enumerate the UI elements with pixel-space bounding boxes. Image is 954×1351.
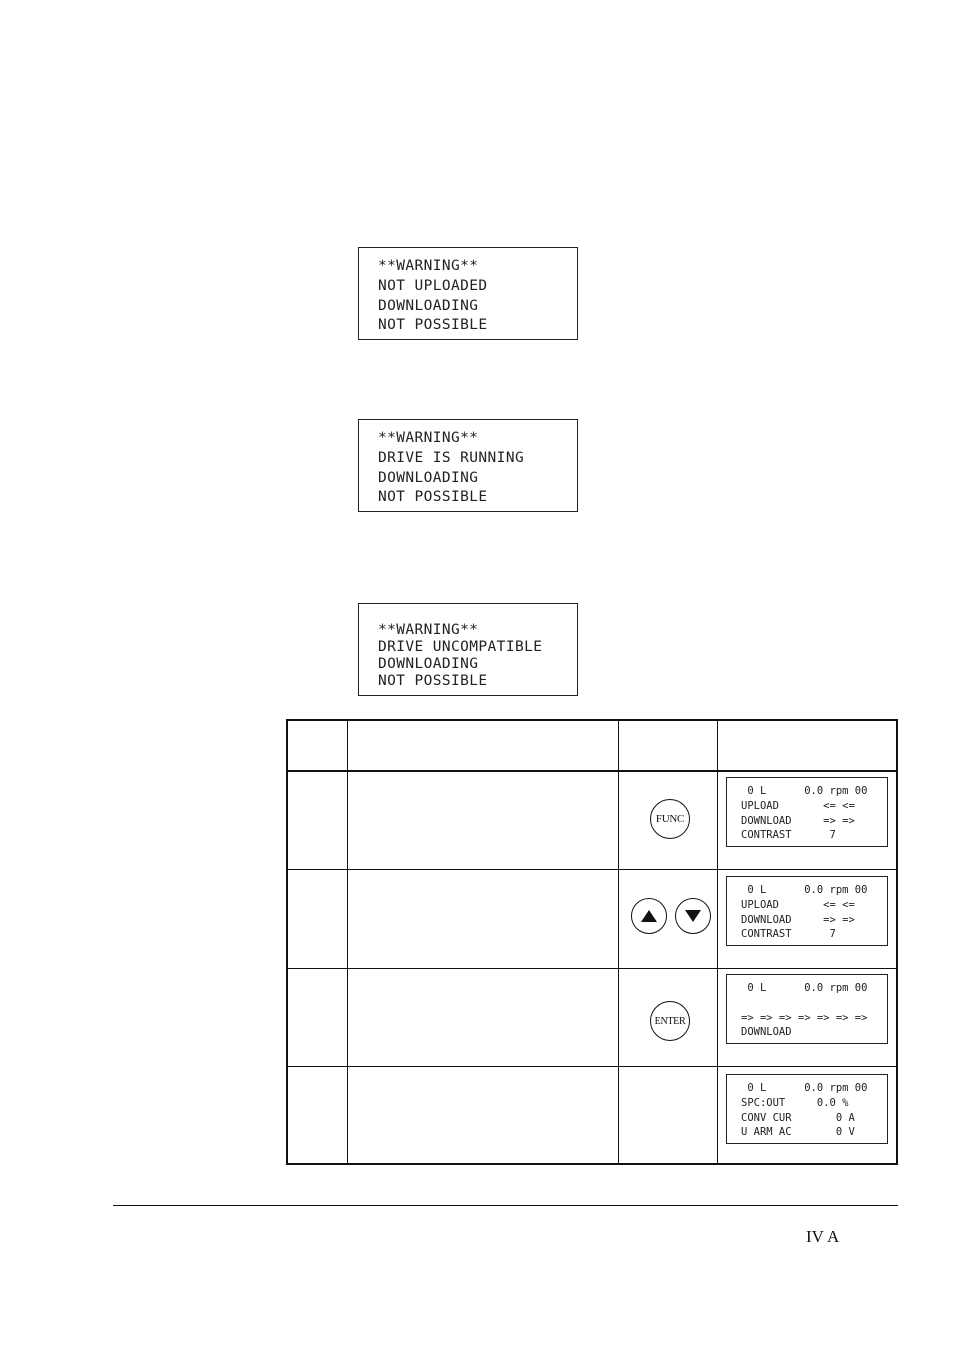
lcd-line: DOWNLOADING [378, 656, 479, 672]
column-divider [347, 721, 348, 1163]
lcd-line: DOWNLOAD => => [741, 913, 855, 926]
lcd-line: **WARNING** [378, 258, 479, 274]
lcd-line: UPLOAD <= <= [741, 898, 855, 911]
enter-key-button[interactable] [650, 1001, 690, 1041]
row-divider [288, 869, 896, 870]
procedure-table [286, 719, 898, 1165]
lcd-line [741, 996, 887, 1011]
lcd-line: DRIVE IS RUNNING [378, 449, 525, 466]
lcd-line: 0 L 0.0 rpm 00 [741, 1082, 868, 1094]
lcd-line: **WARNING** [378, 622, 479, 638]
lcd-line: U ARM AC 0 V [741, 1126, 855, 1139]
column-divider [717, 721, 718, 1163]
lcd-line: DOWNLOAD [741, 1026, 792, 1039]
lcd-line: 0 L 0.0 rpm 00 [741, 785, 868, 797]
row-divider [288, 1066, 896, 1067]
lcd-display-row3 [726, 974, 888, 1044]
up-arrow-button[interactable] [631, 898, 667, 934]
lcd-line: DRIVE UNCOMPATIBLE [378, 639, 543, 655]
warning-display-drive-uncompatible [358, 603, 578, 696]
lcd-display-row1 [726, 777, 888, 847]
column-divider [618, 721, 619, 1163]
lcd-display-row4 [726, 1074, 888, 1144]
warning-display-drive-running [358, 419, 578, 512]
down-arrow-button[interactable] [675, 898, 711, 934]
lcd-line: SPC:OUT 0.0 % [741, 1096, 849, 1109]
lcd-line: 0 L 0.0 rpm 00 [741, 884, 868, 896]
func-key-label: FUNC [655, 813, 685, 825]
footer-rule [113, 1205, 898, 1206]
func-key-button[interactable] [650, 799, 690, 839]
lcd-line: DOWNLOADING [378, 297, 479, 314]
lcd-line: CONTRAST 7 [741, 928, 836, 941]
lcd-line: CONTRAST 7 [741, 829, 836, 842]
lcd-line: CONV CUR 0 A [741, 1111, 855, 1124]
lcd-line: => => => => => => => [741, 1011, 868, 1024]
up-arrow-icon [640, 909, 658, 923]
lcd-line: NOT POSSIBLE [378, 317, 488, 334]
page-label: IV A [806, 1227, 840, 1246]
lcd-line: UPLOAD <= <= [741, 799, 855, 812]
lcd-line: DOWNLOADING [378, 469, 479, 486]
lcd-line: 0 L 0.0 rpm 00 [741, 982, 868, 994]
enter-key-label: ENTER [654, 1015, 686, 1027]
warning-display-not-uploaded [358, 247, 578, 340]
lcd-line: **WARNING** [378, 430, 479, 446]
lcd-line: NOT UPLOADED [378, 277, 488, 294]
lcd-line: DOWNLOAD => => [741, 814, 855, 827]
down-arrow-icon [684, 909, 702, 923]
lcd-line: NOT POSSIBLE [378, 489, 488, 506]
lcd-line: NOT POSSIBLE [378, 673, 488, 689]
row-divider [288, 968, 896, 969]
header-divider [288, 770, 896, 772]
lcd-display-row2 [726, 876, 888, 946]
